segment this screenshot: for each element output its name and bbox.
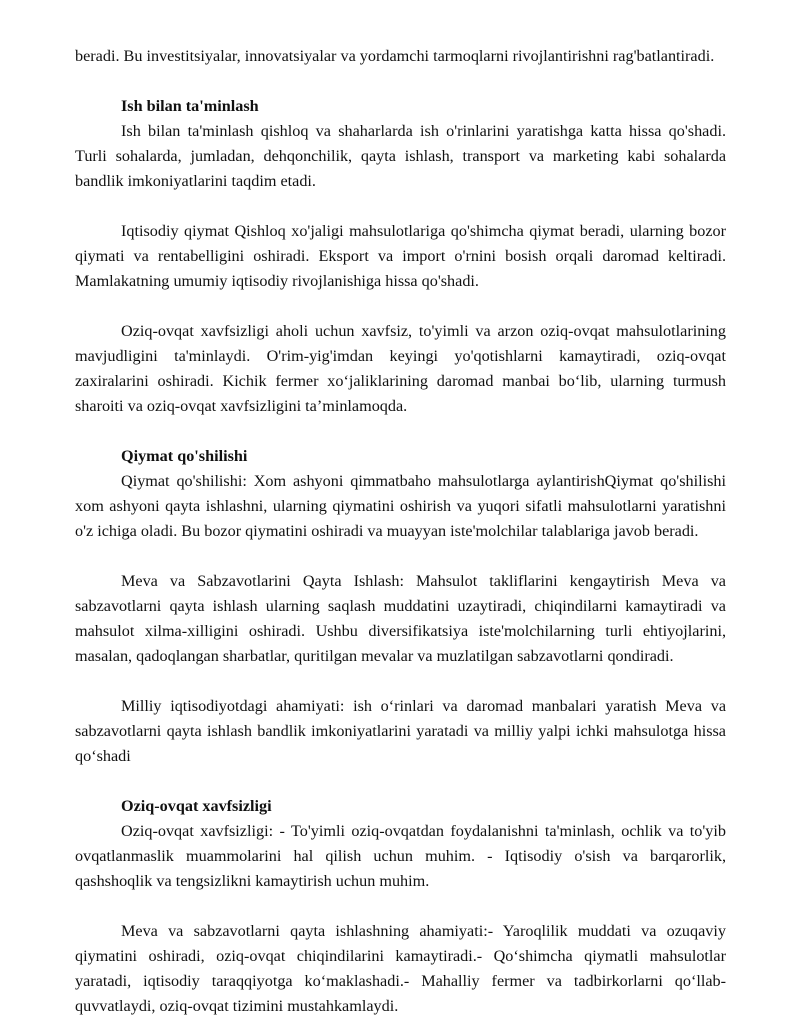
paragraph-processing: Meva va Sabzavotlarini Qayta Ishlash: Mahsulot takliflarini kengaytirish Meva va sabzavotlarni qayta ishlash ularning saqlash muddatini uzaytiradi, chiqindilarni kamaytiradi va mahsulot xilma-xilligini oshiradi. Ushbu diversifikatsiya iste'molchilarning turli ehtiyojlarini, masalan, qadoqlangan sharbatlar, quritilgan mevalar va muzlatilgan sabzavotlarni qondiradi. — [75, 572, 726, 665]
paragraph-employment: Ish bilan ta'minlash qishloq va shaharlarda ish o'rinlarini yaratishga katta hissa qo'shadi. Turli sohalarda, jumladan, dehqonchilik, qayta ishlash, transport va marketing kabi sohalarda bandlik imkoniyatlarini taqdim etadi. — [75, 122, 726, 190]
paragraph-food-security-details: Oziq-ovqat xavfsizligi: - To'yimli oziq-ovqatdan foydalanishni ta'minlash, ochlik va to'yib ovqatlanmaslik muammolarini hal qilish uchun muhim. - Iqtisodiy o'sish va barqarorlik, qashshoqlik va tengsizlikni kamaytirish uchun muhim. — [75, 822, 726, 890]
heading-qiymat-qoshilishi: Qiymat qo'shilishi — [121, 447, 248, 465]
heading-oziq-ovqat-xavfsizligi: Oziq-ovqat xavfsizligi — [121, 797, 272, 815]
paragraph-processing-importance: Meva va sabzavotlarni qayta ishlashning ahamiyati:- Yaroqlilik muddati va ozuqaviy qiymatini oshiradi, oziq-ovqat chiqindilarini kamaytiradi.- Qo‘shimcha qiymatli mahsulotlar yaratadi, iqtisodiy taraqqiyotga ko‘maklashadi.- Mahalliy fermer va tadbirkorlarni qo‘llab-quvvatlaydi, oziq-ovqat tizimini mustahkamlaydi. — [75, 922, 726, 1015]
paragraph-continuation: beradi. Bu investitsiyalar, innovatsiyalar va yordamchi tarmoqlarni rivojlantirishni rag'batlantiradi. — [75, 47, 715, 65]
paragraph-national-economy: Milliy iqtisodiyotdagi ahamiyati: ish o‘rinlari va daromad manbalari yaratish Meva va sabzavotlarni qayta ishlash bandlik imkoniyatlarini yaratadi va milliy yalpi ichki mahsulotga hissa qo‘shadi — [75, 697, 726, 765]
paragraph-value-addition: Qiymat qo'shilishi: Xom ashyoni qimmatbaho mahsulotlarga aylantirishQiymat qo'shilishi xom ashyoni qayta ishlashni, ularning qiymatini oshirish va yuqori sifatli mahsulotlarni yaratishni o'z ichiga oladi. Bu bozor qiymatini oshiradi va muayyan iste'molchilar talablariga javob beradi. — [75, 472, 726, 540]
paragraph-economic-value: Iqtisodiy qiymat Qishloq xo'jaligi mahsulotlariga qo'shimcha qiymat beradi, ularning bozor qiymati va rentabelligini oshiradi. Eksport va import o'rnini bosish orqali daromad keltiradi. Mamlakatning umumiy iqtisodiy rivojlanishiga hissa qo'shadi. — [75, 222, 726, 290]
heading-ish-bilan-taminlash: Ish bilan ta'minlash — [121, 97, 259, 115]
paragraph-food-security: Oziq-ovqat xavfsizligi aholi uchun xavfsiz, to'yimli va arzon oziq-ovqat mahsulotlarining mavjudligini ta'minlaydi. O'rim-yig'imdan keyingi yo'qotishlarni kamaytiradi, oziq-ovqat zaxiralarini oshiradi. Kichik fermer xo‘jaliklarining daromad manbai bo‘lib, ularning turmush sharoiti va oziq-ovqat xavfsizligini ta’minlamoqda. — [75, 322, 726, 415]
